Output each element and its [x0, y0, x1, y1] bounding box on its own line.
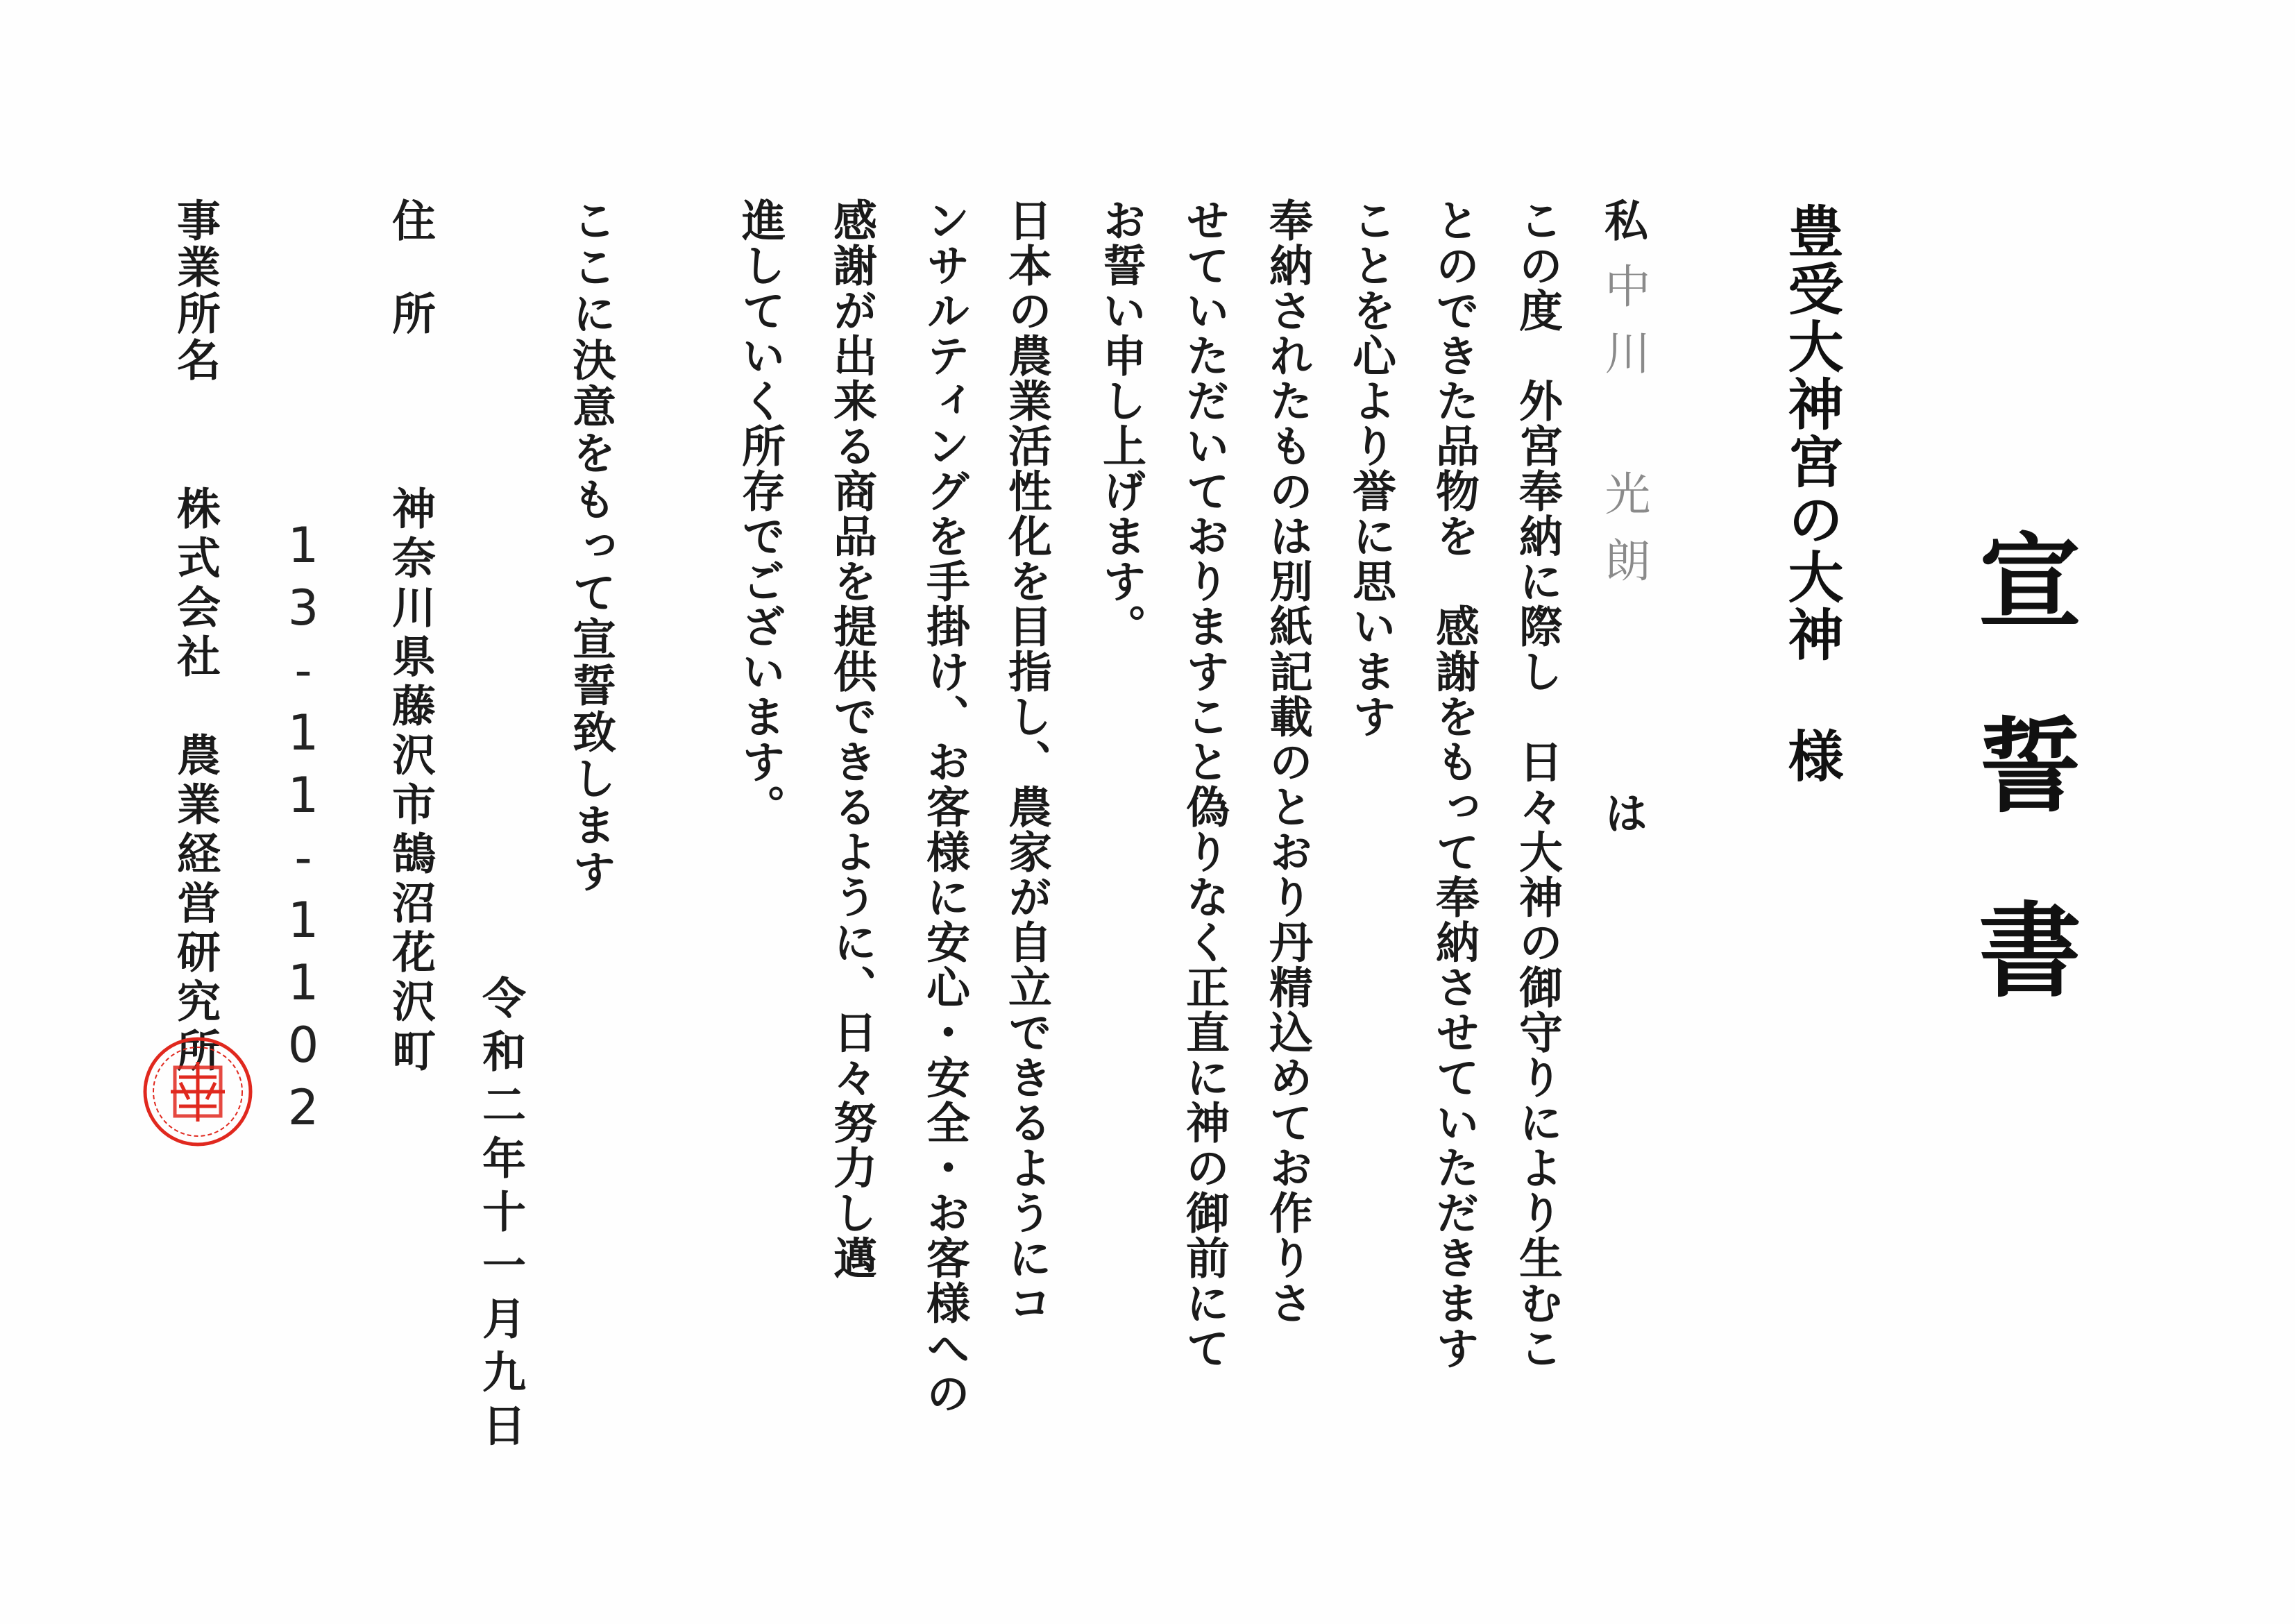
body-line-1: この度 外宮奉納に際し 日々大神の御守りにより生むこ: [1512, 198, 1564, 1371]
date: 令和二年十一月九日: [475, 975, 527, 1456]
document-title: 宣誓書: [1962, 527, 2083, 1081]
address-label: 住 所: [385, 198, 437, 337]
body-line-10: 進していく所存でございます。: [735, 198, 786, 829]
body-line-6: お誓い申し上げます。: [1096, 198, 1147, 649]
pledger-prefix: 私: [1598, 198, 1649, 243]
body-line-5: せていただいておりますこと偽りなく正直に神の御前にて: [1179, 198, 1230, 1371]
body-line-8: ンサルティングを手掛け、お客様に安心・安全・お客様への: [920, 198, 971, 1416]
business-number: 13-11-1102: [275, 517, 332, 1142]
body-line-3: ことを心より誉に思います: [1346, 198, 1397, 739]
pledger-line: [1597, 198, 1650, 836]
address-value: 神奈川県藤沢市鵠沼花沢町: [385, 486, 437, 1077]
signature-name: 中川 光朗: [1597, 262, 1650, 603]
closing-statement: ここに決意をもって宣誓致します: [566, 198, 617, 895]
business-label: 事業所名: [170, 198, 221, 384]
body-line-7: 日本の農業活性化を目指し、農家が自立できるようにコ: [1001, 198, 1053, 1326]
seal-glyphs: [171, 1062, 225, 1122]
body-line-4: 奉納されたものは別紙記載のとおり丹精込めてお作りさ: [1262, 198, 1314, 1326]
pledger-particle: は: [1598, 790, 1649, 836]
body-line-2: とのできた品物を 感謝をもって奉納させていただきます: [1429, 198, 1480, 1371]
company-seal: [139, 1033, 257, 1151]
business-name: 株式会社 農業経営研究所: [170, 486, 221, 1077]
addressee-honorific: 様: [1779, 727, 1844, 785]
body-line-9: 感謝が出来る商品を提供できるように、日々努力し邁: [827, 198, 878, 1280]
addressee-line: [1779, 203, 1844, 785]
addressee-name: 豊受大神宮の大神: [1779, 203, 1844, 663]
